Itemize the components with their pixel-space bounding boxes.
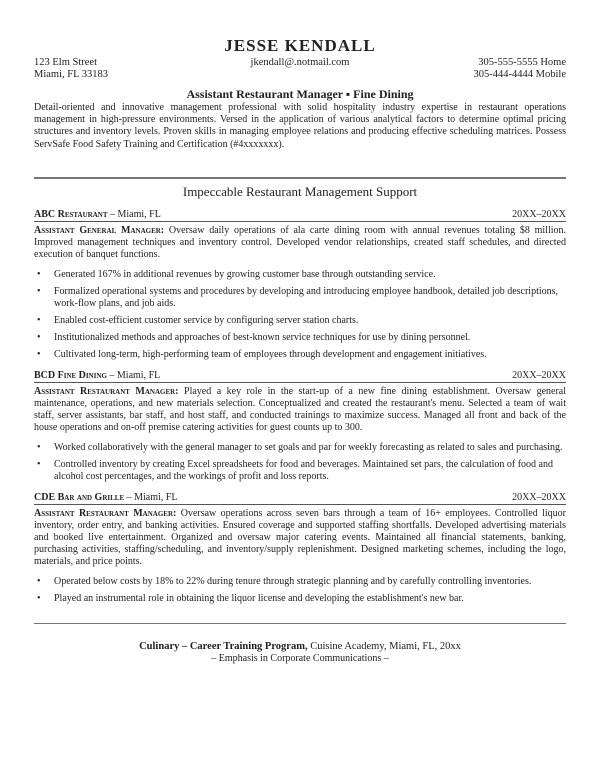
achievement-list: [34, 442, 566, 483]
list-item: [37, 268, 566, 281]
company-name: CDE Bar and Grille: [34, 491, 125, 503]
job-entry: [34, 369, 566, 483]
list-item: [37, 441, 566, 454]
bullet-icon: •: [37, 268, 41, 280]
list-item-text: Generated 167% in additional revenues by growing customer base through outstanding service.: [54, 268, 436, 280]
summary: Detail-oriented and innovative management professional with solid hospitality industry expertise in restaurant operations management in high-pressure environments. Versed in the application of various analytical factors to determine optimal pricing structures and inventory levels. Proven skills in managing employee relations and producing effective scheduling matrices. Possess ServSafe Food Safety Training and Certification (#4xxxxxxx).: [34, 102, 566, 150]
list-item: [37, 285, 566, 310]
list-item-text: Cultivated long-term, high-performing team of employees through development and engagement initiatives.: [54, 348, 487, 360]
contact-block: [34, 57, 566, 85]
job-entry: [34, 491, 566, 605]
list-item: [37, 592, 566, 605]
job-header: [34, 369, 566, 383]
list-item-text: Controlled inventory by creating Excel spreadsheets for food and beverages. Maintained set pars, the calculation of food and alcohol cost percentages, and the workings of profit and loss reports.: [54, 458, 553, 482]
list-item-text: Worked collaboratively with the general manager to set goals and par for weekly forecasting as related to sales and purchasing.: [54, 441, 563, 453]
list-item-text: Enabled cost-efficient customer service by configuring server station charts.: [54, 314, 359, 326]
achievement-list: [34, 576, 566, 605]
list-item-text: Operated below costs by 18% to 22% during tenure through strategic planning and by carefully controlling inventories.: [54, 575, 532, 587]
job-description-text: Oversaw daily operations of ala carte dining room with annual revenues totaling $8 million. Improved management techniques and inventory control. Developed vendor relationships, created staff schedules, and directed execution of banquet functions.: [34, 224, 566, 260]
list-item-text: Institutionalized methods and approaches of best-known service techniques for use by dining personnel.: [54, 331, 471, 343]
achievement-list: [34, 269, 566, 361]
job-description-text: Oversaw operations across seven bars through a team of 16+ employees. Controlled liquor inventory, order entry, and banking activities. Ensured coverage and supported staffing shortfalls. Developed advertising materials and booked live entertainment. Organized and oversaw major catering events. Maintained all financial statements, banking, purchasing activities, staffing/scheduling, and inventory/supply replenishment. Designed marketing schemes, including the logo, materials, and price points.: [34, 507, 566, 567]
job-location: – Miami, FL: [107, 208, 161, 220]
bullet-icon: •: [37, 348, 41, 360]
address-line-2: Miami, FL 33183: [34, 69, 108, 80]
headline: Assistant Restaurant Manager ▪ Fine Dining: [186, 87, 414, 101]
list-item: [37, 331, 566, 344]
address-line-1: 123 Elm Street: [34, 57, 97, 68]
job-description: [34, 508, 566, 568]
divider: [34, 623, 566, 624]
list-item-text: Formalized operational systems and procedures by developing and introducing employee handbook, detailed job descriptions, work-flow plans, and job aids.: [54, 285, 559, 309]
job-header: [34, 208, 566, 222]
education-emphasis: – Emphasis in Corporate Communications –: [211, 652, 389, 664]
company-name: ABC Restaurant: [34, 208, 108, 220]
phone-mobile: 305-444-4444 Mobile: [473, 69, 566, 80]
bullet-icon: •: [37, 441, 41, 453]
section-title: Impeccable Restaurant Management Support: [182, 183, 418, 199]
company-name: BCD Fine Dining: [34, 369, 107, 381]
education-school: Cuisine Academy, Miami, FL, 20xx: [307, 640, 461, 652]
divider: [34, 177, 566, 179]
phones: [474, 57, 566, 81]
list-item-text: Played an instrumental role in obtaining the liquor license and developing the establishment's new bar.: [54, 592, 464, 604]
job-dates: 20XX–20XX: [512, 491, 566, 503]
email[interactable]: jkendall@.notmail.com: [250, 57, 350, 68]
list-item: [37, 458, 566, 483]
bullet-icon: •: [37, 458, 41, 470]
job-description: [34, 225, 566, 261]
job-dates: 20XX–20XX: [512, 369, 566, 381]
bullet-icon: •: [37, 314, 41, 326]
bullet-icon: •: [37, 285, 41, 297]
job-location: – Miami, FL: [124, 491, 178, 503]
bullet-icon: •: [37, 592, 41, 604]
job-title: Assistant General Manager:: [34, 224, 165, 236]
education-line: [34, 640, 566, 653]
job-description-text: Played a key role in the start-up of a new fine dining establishment. Oversaw general maintenance, operations, and new materials selection. Conceptualized and created the restaurant's menu. Selected a team of wait staff, server assistants, bar staff, and host staff, and conducted trainings to maximize success. Managed all front and back of the house operations and on-off premise catering activities for guest counts up to 300.: [34, 385, 566, 433]
list-item: [37, 314, 566, 327]
job-entry: [34, 208, 566, 361]
list-item: [37, 575, 566, 588]
phone-home: 305-555-5555 Home: [478, 57, 566, 68]
job-title: Assistant Restaurant Manager:: [34, 385, 179, 397]
job-location: – Miami, FL: [106, 369, 161, 381]
job-description: [34, 386, 566, 434]
job-header: [34, 491, 566, 505]
job-dates: 20XX–20XX: [512, 208, 566, 220]
education-program: Culinary – Career Training Program,: [139, 640, 308, 652]
candidate-name: JESSE KENDALL: [224, 36, 376, 55]
bullet-icon: •: [37, 575, 41, 587]
bullet-icon: •: [37, 331, 41, 343]
list-item: [37, 348, 566, 361]
job-title: Assistant Restaurant Manager:: [34, 507, 177, 519]
